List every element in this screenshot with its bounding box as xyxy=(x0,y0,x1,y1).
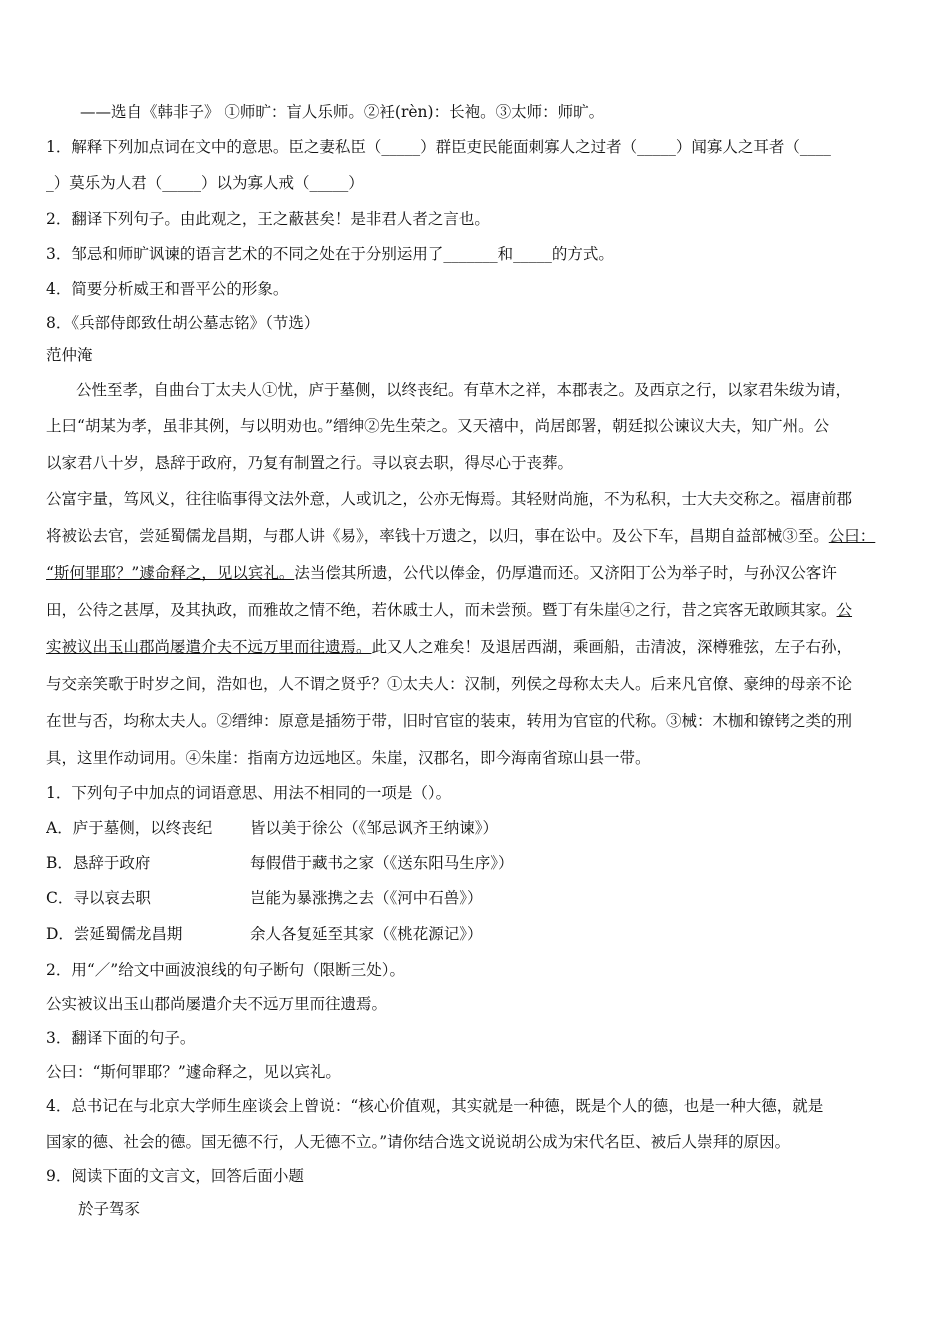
q9-title: 9．阅读下面的文言文，回答后面小题 xyxy=(46,1167,304,1185)
q8-sub3: 3．翻译下面的句子。 xyxy=(46,1029,196,1047)
q8-para2-line4: 田，公待之甚厚，及其执政，而雅故之情不绝，若休戚士人，而未尝预。暨丁有朱崖④之行，昔之宾客无敢顾其家。公 xyxy=(46,601,853,619)
q8-title: 8．《兵部侍郎致仕胡公墓志铭》（节选） xyxy=(46,314,320,332)
q8-author: 范仲淹 xyxy=(46,346,93,364)
q8-sub4-line1: 4．总书记在与北京大学师生座谈会上曾说：“核心价值观，其实就是一种德，既是个人的德，也是一种大德，就是 xyxy=(46,1097,824,1115)
q7-sub3: 3．邹忌和师旷讽谏的语言艺术的不同之处在于分别运用了_______和_____的方式。 xyxy=(46,245,614,263)
wavy-sentence-part1: 公曰： xyxy=(828,527,876,545)
option-c: C．寻以哀去职 岂能为暴涨携之去（《河中石兽》） xyxy=(46,889,483,907)
q8-sub1: 1．下列句子中加点的词语意思、用法不相同的一项是（）。 xyxy=(46,784,452,802)
q8-para2-line3: “斯何罪耶？”遽命释之，见以宾礼。法当偿其所遗，公代以俸金，仍厚遣而还。又济阳丁公为举子时，与孙汉公客许 xyxy=(46,564,837,582)
q8-sub2-text: 公实被议出玉山郡尚屡遣介夫不远万里而往遗焉。 xyxy=(46,995,388,1013)
wavy-sentence-part2: “斯何罪耶？”遽命释之，见以宾礼。 xyxy=(46,564,295,582)
q7-sub4: 4．简要分析威王和晋平公的形象。 xyxy=(46,280,289,298)
q8-sub2: 2．用“／”给文中画波浪线的句子断句（限断三处）。 xyxy=(46,961,405,979)
q8-sub4-line2: 国家的德、社会的德。国无德不行，人无德不立。”请你结合选文说说胡公成为宋代名臣、被后人崇拜的原因。 xyxy=(46,1133,791,1151)
q8-para2-line2: 将被讼去官，尝延蜀儒龙昌期，与郡人讲《易》，率钱十万遗之，以归，事在讼中。及公下车，昌期自益部械③至。公曰： xyxy=(46,527,876,545)
q8-para1-line3: 以家君八十岁，恳辞于政府，乃复有制置之行。寻以哀去职，得尽心于丧葬。 xyxy=(46,454,574,472)
wavy-sentence2-part1: 公 xyxy=(836,601,853,619)
option-b: B．恳辞于政府 每假借于藏书之家（《送东阳马生序》） xyxy=(46,854,514,872)
q8-para2-line6: 与交亲笑歌于时岁之间，浩如也，人不谓之贤乎？①太夫人：汉制，列侯之母称太夫人。后来凡官僚、豪绅的母亲不论 xyxy=(46,675,853,693)
q7-sub2: 2．翻译下列句子。由此观之，王之蔽甚矣！是非君人者之言也。 xyxy=(46,210,490,228)
q8-sub3-text: 公曰：“斯何罪耶？”遽命释之，见以宾礼。 xyxy=(46,1063,341,1081)
q8-para2-line7: 在世与否，均称太夫人。②缙绅：原意是插笏于带，旧时官宦的装束，转用为官宦的代称。③械：木枷和镣铐之类的刑 xyxy=(46,712,853,730)
q7-sub1-line1: 1．解释下列加点词在文中的意思。臣之妻私臣（_____）群臣吏民能面刺寡人之过者（_____）闻寡人之耳者（____ xyxy=(46,138,831,156)
q7-sub1-line2: _）莫乐为人君（_____）以为寡人戒（_____） xyxy=(46,174,364,192)
source-note: ——选自《韩非子》 ①师旷：盲人乐师。②衽(rèn)：长袍。③太师：师旷。 xyxy=(80,103,605,121)
q9-subtitle: 於子驾豕 xyxy=(78,1200,141,1218)
q8-para1-line1: 公性至孝，自曲台丁太夫人①忧，庐于墓侧，以终丧纪。有草木之祥，本郡表之。及西京之行，以家君朱绂为请， xyxy=(76,381,852,399)
q8-para1-line2: 上曰“胡某为孝，虽非其例，与以明劝也。”缙绅②先生荣之。又天禧中，尚居郎署，朝廷拟公谏议大夫，知广州。公 xyxy=(46,417,830,435)
q8-para2-line1: 公富宇量，笃风义，往往临事得文法外意，人或讥之，公亦无悔焉。其轻财尚施，不为私积，士大夫交称之。福唐前郡 xyxy=(46,490,853,508)
option-d: D．尝延蜀儒龙昌期 余人各复延至其家（《桃花源记》） xyxy=(46,925,483,943)
option-a: A．庐于墓侧，以终丧纪 皆以美于徐公（《邹忌讽齐王纳谏》） xyxy=(46,819,499,837)
q8-para2-line5: 实被议出玉山郡尚屡遣介夫不远万里而往遗焉。此又人之难矣！及退居西湖，乘画船，击清波，深樽雅弦，左子右孙， xyxy=(46,638,853,656)
wavy-sentence2-part2: 实被议出玉山郡尚屡遣介夫不远万里而往遗焉。 xyxy=(46,638,372,656)
q8-para2-line8: 具，这里作动词用。④朱崖：指南方边远地区。朱崖，汉郡名，即今海南省琼山县一带。 xyxy=(46,749,651,767)
